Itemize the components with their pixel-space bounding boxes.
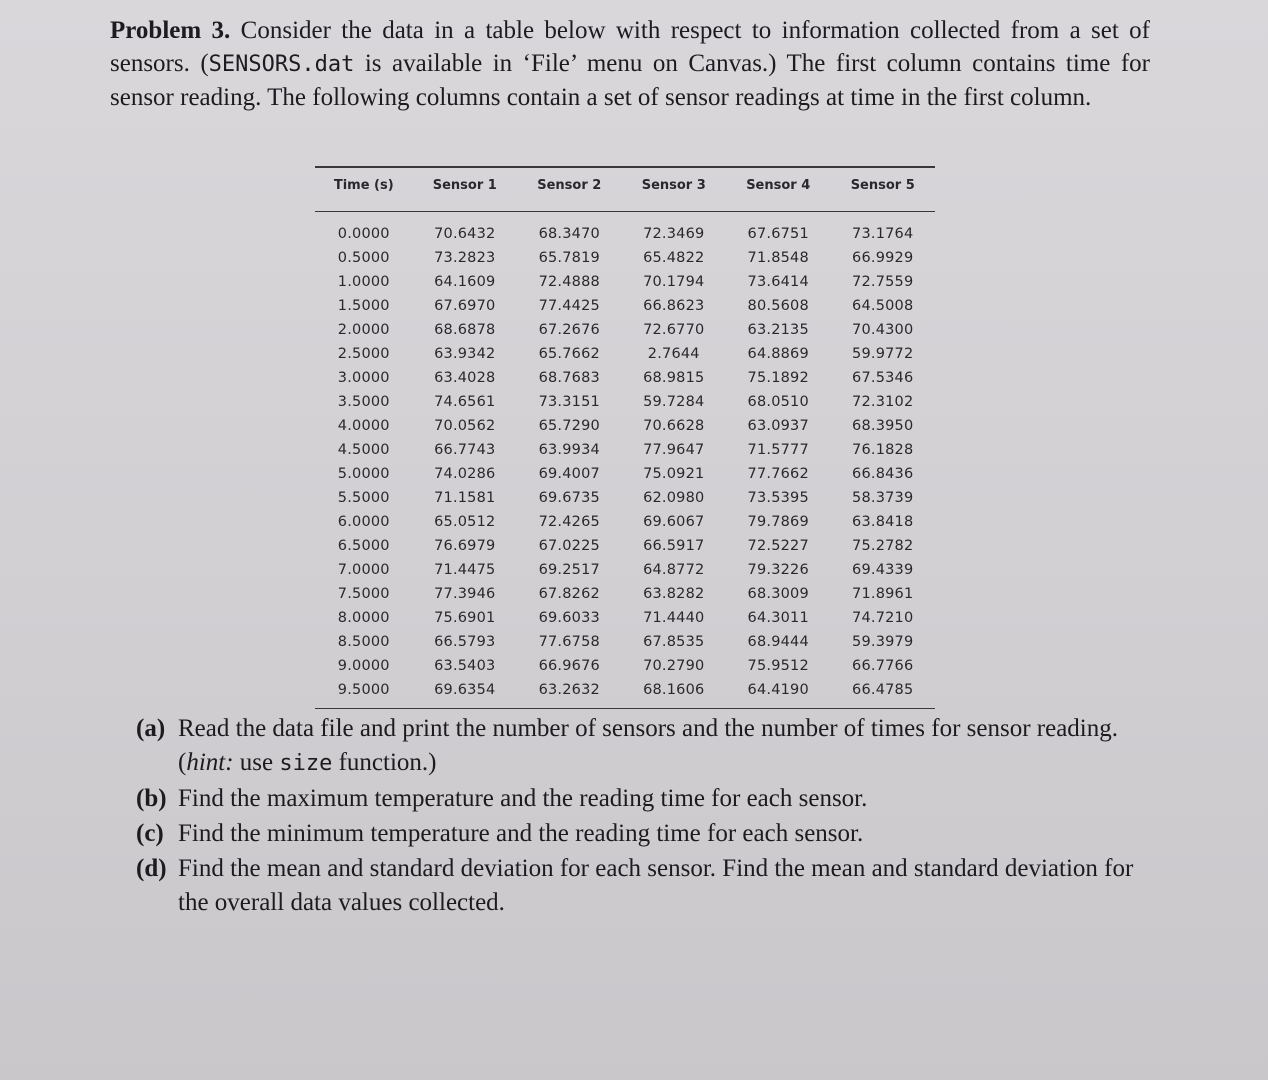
cell-time: 4.5000	[337, 442, 390, 458]
cell-sensor-2: 68.3470	[538, 226, 600, 242]
table-row	[315, 390, 935, 414]
table-row	[315, 414, 935, 438]
cell-sensor-2: 72.4888	[538, 274, 600, 290]
header-time: Time (s)	[315, 168, 413, 212]
question-b-text: Find the maximum temperature and the reading time for each sensor.	[178, 785, 868, 812]
cell-sensor-1: 63.9342	[434, 346, 496, 362]
cell-sensor-5: 75.2782	[852, 538, 914, 554]
cell-sensor-2: 69.2517	[538, 562, 600, 578]
cell-sensor-2: 68.7683	[538, 370, 600, 386]
table-row	[315, 438, 935, 462]
header-sensor-5: Sensor 5	[830, 168, 935, 212]
question-d-text: Find the mean and standard deviation for each sensor. Find the mean and standard deviation for the overall data values collected.	[178, 855, 1134, 916]
cell-sensor-3: 59.7284	[643, 394, 705, 410]
table-row	[315, 342, 935, 366]
question-a-text	[178, 712, 1146, 781]
question-list	[136, 712, 1146, 921]
cell-sensor-4: 75.9512	[747, 658, 809, 674]
cell-sensor-3: 77.9647	[643, 442, 705, 458]
question-c-text: Find the minimum temperature and the reading time for each sensor.	[178, 820, 864, 847]
cell-sensor-1: 68.6878	[434, 322, 496, 338]
cell-time: 7.0000	[337, 562, 390, 578]
cell-sensor-4: 80.5608	[747, 298, 809, 314]
question-d	[136, 852, 1146, 920]
header-sensor-4: Sensor 4	[726, 168, 830, 212]
cell-sensor-5: 66.7766	[852, 658, 914, 674]
cell-sensor-5: 66.4785	[830, 678, 935, 709]
cell-sensor-3: 66.5917	[643, 538, 705, 554]
cell-sensor-2: 77.4425	[538, 298, 600, 314]
cell-sensor-1: 74.6561	[434, 394, 496, 410]
question-a-text-after: function.)	[332, 749, 437, 776]
cell-sensor-1: 71.4475	[434, 562, 496, 578]
cell-sensor-2: 63.9934	[538, 442, 600, 458]
cell-sensor-1: 71.1581	[434, 490, 496, 506]
cell-sensor-3: 70.6628	[643, 418, 705, 434]
cell-sensor-5: 70.4300	[852, 322, 914, 338]
cell-sensor-2: 73.3151	[538, 394, 600, 410]
cell-sensor-4: 75.1892	[747, 370, 809, 386]
cell-sensor-1: 65.0512	[434, 514, 496, 530]
header-sensor-1: Sensor 1	[413, 168, 517, 212]
cell-sensor-5: 58.3739	[852, 490, 914, 506]
cell-sensor-3: 68.1606	[622, 678, 726, 709]
table-row	[315, 582, 935, 606]
question-a-tag: (a)	[136, 715, 166, 742]
cell-sensor-5: 66.9929	[852, 250, 914, 266]
table-row	[315, 558, 935, 582]
problem-text-part-1: Consider the data in a table below with respect to information collected from a set of sensors. (	[110, 17, 1151, 77]
cell-sensor-3: 72.6770	[643, 322, 705, 338]
table-row	[315, 654, 935, 678]
question-d-tag: (d)	[136, 855, 167, 882]
cell-sensor-2: 65.7819	[538, 250, 600, 266]
cell-sensor-5: 59.3979	[852, 634, 914, 650]
cell-sensor-4: 67.6751	[747, 226, 809, 242]
cell-sensor-4: 73.6414	[747, 274, 809, 290]
table-row	[315, 534, 935, 558]
cell-sensor-4: 68.0510	[747, 394, 809, 410]
question-c-tag: (c)	[136, 820, 164, 847]
cell-sensor-5: 71.8961	[852, 586, 914, 602]
cell-sensor-2: 65.7290	[538, 418, 600, 434]
cell-sensor-3: 65.4822	[643, 250, 705, 266]
cell-sensor-3: 68.9815	[643, 370, 705, 386]
question-c	[136, 817, 1146, 851]
cell-sensor-1: 77.3946	[434, 586, 496, 602]
cell-sensor-5: 68.3950	[852, 418, 914, 434]
cell-sensor-3: 67.8535	[643, 634, 705, 650]
cell-time: 8.5000	[337, 634, 390, 650]
cell-sensor-5: 63.8418	[852, 514, 914, 530]
cell-sensor-1: 75.6901	[434, 610, 496, 626]
cell-sensor-4: 64.8869	[747, 346, 809, 362]
table-row	[315, 212, 935, 247]
cell-sensor-4: 68.9444	[747, 634, 809, 650]
cell-sensor-1: 74.0286	[434, 466, 496, 482]
problem-statement	[110, 14, 1150, 114]
cell-sensor-4: 73.5395	[747, 490, 809, 506]
data-filename: SENSORS.dat	[208, 52, 355, 77]
cell-sensor-5: 69.4339	[852, 562, 914, 578]
cell-sensor-4: 71.5777	[747, 442, 809, 458]
cell-time: 6.0000	[337, 514, 390, 530]
cell-sensor-3: 70.1794	[643, 274, 705, 290]
table-body	[315, 212, 935, 709]
cell-sensor-1: 70.0562	[434, 418, 496, 434]
cell-sensor-3: 72.3469	[643, 226, 705, 242]
cell-sensor-5: 76.1828	[852, 442, 914, 458]
cell-sensor-2: 66.9676	[538, 658, 600, 674]
cell-sensor-1: 63.4028	[434, 370, 496, 386]
cell-time: 6.5000	[337, 538, 390, 554]
cell-time: 3.5000	[337, 394, 390, 410]
cell-sensor-1: 76.6979	[434, 538, 496, 554]
problem-text-part-2: is available in ‘File’ menu on Canvas.) The first column contains time for sensor reading. The following columns contain a set of sensor readings at time in the first column.	[110, 50, 1150, 111]
table-row	[315, 510, 935, 534]
table-row	[315, 294, 935, 318]
cell-sensor-2: 67.2676	[538, 322, 600, 338]
cell-sensor-4: 71.8548	[747, 250, 809, 266]
table-row	[315, 606, 935, 630]
cell-time: 9.0000	[337, 658, 390, 674]
cell-sensor-3: 66.8623	[643, 298, 705, 314]
cell-sensor-5: 64.5008	[852, 298, 914, 314]
cell-sensor-2: 67.0225	[538, 538, 600, 554]
cell-sensor-3: 2.7644	[647, 346, 700, 362]
sensor-table-container	[315, 166, 935, 709]
cell-time: 2.5000	[337, 346, 390, 362]
table-row	[315, 678, 935, 709]
table-header-row	[315, 168, 935, 212]
cell-sensor-1: 67.6970	[434, 298, 496, 314]
table-row	[315, 486, 935, 510]
cell-sensor-4: 72.5227	[747, 538, 809, 554]
cell-sensor-5: 72.7559	[852, 274, 914, 290]
cell-sensor-2: 65.7662	[538, 346, 600, 362]
table-row	[315, 318, 935, 342]
cell-sensor-4: 79.7869	[747, 514, 809, 530]
cell-time: 5.5000	[337, 490, 390, 506]
cell-time: 2.0000	[337, 322, 390, 338]
cell-sensor-2: 63.2632	[517, 678, 621, 709]
cell-sensor-1: 63.5403	[434, 658, 496, 674]
cell-sensor-2: 69.6033	[538, 610, 600, 626]
cell-time: 5.0000	[337, 466, 390, 482]
table-row	[315, 366, 935, 390]
cell-sensor-4: 77.7662	[747, 466, 809, 482]
cell-sensor-5: 72.3102	[852, 394, 914, 410]
cell-time: 1.0000	[337, 274, 390, 290]
cell-sensor-4: 64.4190	[726, 678, 830, 709]
cell-sensor-1: 66.5793	[434, 634, 496, 650]
cell-sensor-3: 75.0921	[643, 466, 705, 482]
cell-time: 7.5000	[337, 586, 390, 602]
table-row	[315, 246, 935, 270]
cell-sensor-5: 67.5346	[852, 370, 914, 386]
sensor-data-table	[315, 168, 935, 709]
cell-sensor-3: 62.0980	[643, 490, 705, 506]
cell-sensor-2: 69.4007	[538, 466, 600, 482]
cell-time: 9.5000	[315, 678, 413, 709]
cell-sensor-3: 63.8282	[643, 586, 705, 602]
question-a-hint: hint:	[186, 749, 234, 776]
cell-sensor-1: 70.6432	[434, 226, 496, 242]
cell-sensor-5: 59.9772	[852, 346, 914, 362]
cell-sensor-3: 70.2790	[643, 658, 705, 674]
question-b	[136, 782, 1146, 816]
header-sensor-3: Sensor 3	[622, 168, 726, 212]
cell-sensor-5: 73.1764	[852, 226, 914, 242]
question-b-tag: (b)	[136, 785, 167, 812]
cell-sensor-5: 74.7210	[852, 610, 914, 626]
cell-sensor-3: 69.6067	[643, 514, 705, 530]
cell-sensor-4: 63.0937	[747, 418, 809, 434]
cell-sensor-3: 64.8772	[643, 562, 705, 578]
cell-time: 0.5000	[337, 250, 390, 266]
question-a-text-before: Read the data file and print the number of sensors and the number of times for sensor reading. (	[178, 715, 1119, 776]
cell-time: 3.0000	[337, 370, 390, 386]
cell-sensor-1: 73.2823	[434, 250, 496, 266]
cell-sensor-5: 66.8436	[852, 466, 914, 482]
cell-time: 1.5000	[337, 298, 390, 314]
cell-sensor-2: 67.8262	[538, 586, 600, 602]
question-a	[136, 712, 1146, 781]
cell-sensor-1: 66.7743	[434, 442, 496, 458]
table-row	[315, 462, 935, 486]
cell-sensor-1: 64.1609	[434, 274, 496, 290]
cell-time: 4.0000	[337, 418, 390, 434]
cell-sensor-2: 77.6758	[538, 634, 600, 650]
cell-sensor-4: 79.3226	[747, 562, 809, 578]
table-row	[315, 630, 935, 654]
cell-sensor-4: 68.3009	[747, 586, 809, 602]
cell-sensor-2: 69.6735	[538, 490, 600, 506]
cell-sensor-2: 72.4265	[538, 514, 600, 530]
table-row	[315, 270, 935, 294]
cell-time: 0.0000	[337, 226, 390, 242]
question-a-function: size	[279, 751, 333, 776]
cell-sensor-4: 63.2135	[747, 322, 809, 338]
header-sensor-2: Sensor 2	[517, 168, 621, 212]
cell-sensor-4: 64.3011	[747, 610, 809, 626]
problem-title: Problem 3.	[110, 17, 231, 44]
cell-time: 8.0000	[337, 610, 390, 626]
question-a-text-mid: use	[233, 749, 280, 776]
cell-sensor-3: 71.4440	[643, 610, 705, 626]
cell-sensor-1: 69.6354	[413, 678, 517, 709]
